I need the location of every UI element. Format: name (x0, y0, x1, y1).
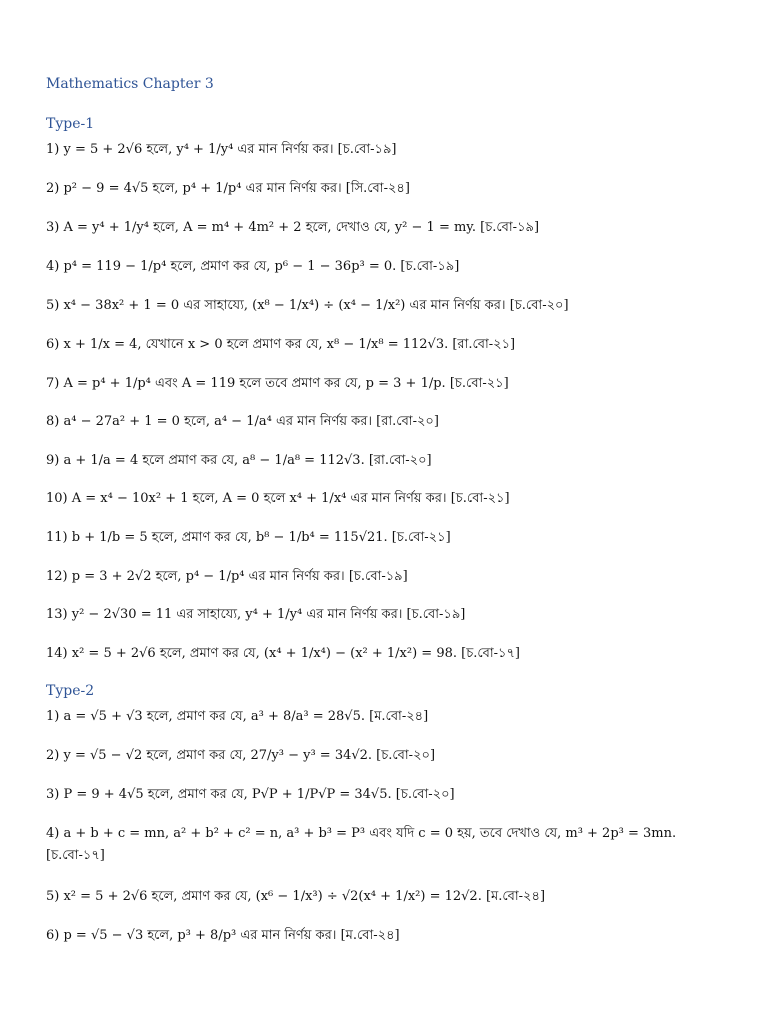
question-item: 7) A = p⁴ + 1/p⁴ এবং A = 119 হলে তবে প্রমাণ কর যে, p = 3 + 1/p. [চ.বো-২১] (46, 376, 509, 391)
section-heading-type-2: Type-2 (46, 683, 95, 699)
question-item: 6) x + 1/x = 4, যেখানে x > 0 হলে প্রমাণ কর যে, x⁸ − 1/x⁸ = 112√3. [রা.বো-২১] (46, 337, 516, 352)
question-item: 3) A = y⁴ + 1/y⁴ হলে, A = m⁴ + 4m² + 2 হলে, দেখাও যে, y² − 1 = my. [চ.বো-১৯] (46, 220, 540, 235)
question-item: 1) a = √5 + √3 হলে, প্রমাণ কর যে, a³ + 8/a³ = 28√5. [ম.বো-২৪] (46, 709, 429, 724)
question-item: 5) x² = 5 + 2√6 হলে, প্রমাণ কর যে, (x⁶ − 1/x³) ÷ √2(x⁴ + 1/x²) = 12√2. [ম.বো-২৪] (46, 889, 546, 904)
question-item: 3) P = 9 + 4√5 হলে, প্রমাণ কর যে, P√P + 1/P√P = 34√5. [চ.বো-২০] (46, 787, 455, 802)
question-item: 8) a⁴ − 27a² + 1 = 0 হলে, a⁴ − 1/a⁴ এর মান নির্ণয় কর। [রা.বো-২০] (46, 414, 439, 429)
question-item: 13) y² − 2√30 = 11 এর সাহায্যে, y⁴ + 1/y⁴ এর মান নির্ণয় কর। [চ.বো-১৯] (46, 607, 466, 622)
question-item: 10) A = x⁴ − 10x² + 1 হলে, A = 0 হলে x⁴ + 1/x⁴ এর মান নির্ণয় কর। [চ.বো-২১] (46, 491, 510, 506)
question-item: 1) y = 5 + 2√6 হলে, y⁴ + 1/y⁴ এর মান নির্ণয় কর। [চ.বো-১৯] (46, 142, 397, 157)
question-item: 2) y = √5 − √2 হলে, প্রমাণ কর যে, 27/y³ − y³ = 34√2. [চ.বো-২০] (46, 748, 436, 763)
question-item: 6) p = √5 − √3 হলে, p³ + 8/p³ এর মান নির্ণয় কর। [ম.বো-২৪] (46, 928, 400, 943)
question-item: 4) a + b + c = mn, a² + b² + c² = n, a³ + b³ = P³ এবং যদি c = 0 হয়, তবে দেখাও যে, m³ + 2p³ = 3mn. [চ.বো-১৭] (46, 826, 677, 863)
question-item: 11) b + 1/b = 5 হলে, প্রমাণ কর যে, b⁸ − 1/b⁴ = 115√21. [চ.বো-২১] (46, 530, 451, 545)
question-item: 2) p² − 9 = 4√5 হলে, p⁴ + 1/p⁴ এর মান নির্ণয় কর। [সি.বো-২৪] (46, 181, 410, 196)
document-title: Mathematics Chapter 3 (46, 76, 214, 92)
question-item: 5) x⁴ − 38x² + 1 = 0 এর সাহায্যে, (x⁸ − 1/x⁴) ÷ (x⁴ − 1/x²) এর মান নির্ণয় কর। [চ.বো-২০] (46, 298, 569, 313)
question-item: 14) x² = 5 + 2√6 হলে, প্রমাণ কর যে, (x⁴ + 1/x⁴) − (x² + 1/x²) = 98. [চ.বো-১৭] (46, 646, 520, 661)
question-item: 9) a + 1/a = 4 হলে প্রমাণ কর যে, a⁸ − 1/a⁸ = 112√3. [রা.বো-২০] (46, 453, 432, 468)
question-item: 12) p = 3 + 2√2 হলে, p⁴ − 1/p⁴ এর মান নির্ণয় কর। [চ.বো-১৯] (46, 569, 408, 584)
section-heading-type-1: Type-1 (46, 116, 95, 132)
question-item: 4) p⁴ = 119 − 1/p⁴ হলে, প্রমাণ কর যে, p⁶ − 1 − 36p³ = 0. [চ.বো-১৯] (46, 259, 460, 274)
